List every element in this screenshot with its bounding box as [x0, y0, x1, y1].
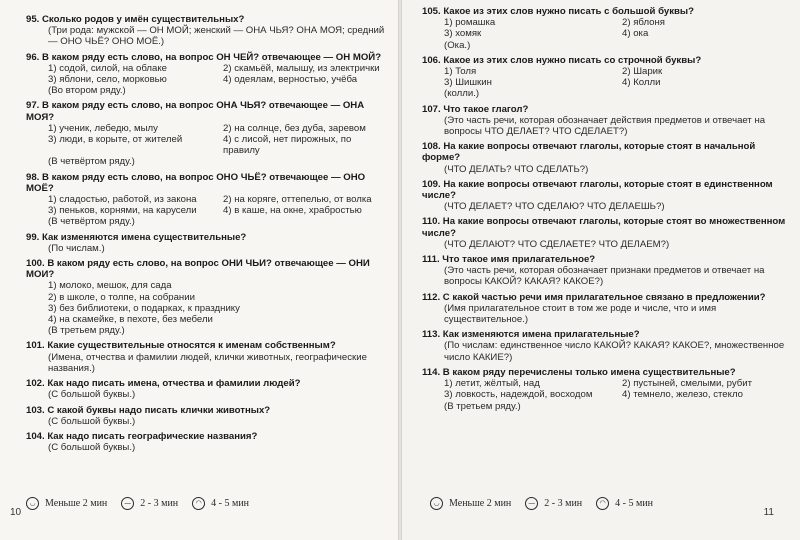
page-number-right: 11 [763, 507, 774, 518]
question-text: 112. С какой частью речи имя прилагательное связано в предложении? [422, 291, 766, 303]
answer-option: 2) на коряге, оттепелью, от волка [223, 194, 372, 206]
question-item [26, 232, 390, 254]
answer-options [26, 123, 390, 157]
answer-line: (ЧТО ДЕЛАТЬ? ЧТО СДЕЛАТЬ?) [444, 163, 589, 175]
answer-option: 3) ловкость, надеждой, восходом [444, 389, 593, 401]
answer-option: 2) пустыней, смелыми, рубит [622, 378, 753, 390]
question-item [422, 216, 792, 250]
question-text: 107. Что такое глагол? [422, 103, 529, 115]
answer-options [26, 194, 390, 216]
question-item [26, 14, 390, 48]
question-item [26, 172, 390, 228]
question-text: 105. Какое из этих слов нужно писать с большой буквы? [422, 6, 694, 17]
question-text: 102. Как надо писать имена, отчества и фамилии людей? [26, 378, 301, 390]
question-text: 98. В каком ряду есть слово, на вопрос ОНО ЧЬЁ? отвечающее — ОНО МОЁ? [26, 171, 366, 194]
question-item [422, 329, 792, 363]
question-item [422, 141, 792, 175]
answer-option: 4) Колли [622, 77, 661, 89]
question-item [422, 254, 792, 288]
question-item [26, 258, 390, 336]
question-item [26, 100, 390, 167]
sad-face-icon: ◠ [192, 497, 205, 510]
question-text: 110. На какие вопросы отвечают глаголы, которые стоят во множественном числе? [422, 216, 786, 239]
answer-line: 1) молоко, мешок, для сада [48, 280, 172, 292]
correct-answer: (В четвёртом ряду.) [48, 216, 135, 228]
correct-answer: (В четвёртом ряду.) [48, 156, 135, 168]
question-text: 114. В каком ряду перечислены только имена существительные? [422, 366, 736, 378]
question-text: 100. В каком ряду есть слово, на вопрос ОНИ ЧЬИ? отвечающее — ОНИ МОИ? [26, 258, 370, 281]
question-text: 101. Какие существительные относятся к именам собственным? [26, 340, 336, 352]
answer-option: 1) ученик, лебедю, мылу [48, 122, 158, 134]
legend-label-medium: 2 - 3 мин [140, 498, 179, 509]
answer-line: (С большой буквы.) [48, 442, 136, 454]
answer-line: (Имена, отчества и фамилии людей, клички животных, географические названия.) [48, 351, 367, 374]
neutral-face-icon: — [121, 497, 134, 510]
question-item [422, 367, 792, 412]
answer-line: (Три рода: мужской — ОН МОЙ; женский — ОНА ЧЬЯ? ОНА МОЯ; средний — ОНО ЧЬЁ? ОНО МОЁ.) [48, 25, 385, 48]
question-text: 103. С какой буквы надо писать клички животных? [26, 404, 271, 416]
answer-option: 4) в каше, на окне, храбростью [223, 205, 362, 217]
answer-option: 1) ромашка [444, 17, 496, 29]
question-text: 109. На какие вопросы отвечают глаголы, которые стоят в единственном числе? [422, 178, 773, 202]
answer-option: 3) пеньков, корнями, на карусели [48, 205, 197, 217]
smile-face-icon: ◡ [26, 497, 39, 510]
answer-line: (ЧТО ДЕЛАЕТ? ЧТО СДЕЛАЮ? ЧТО ДЕЛАЕШЬ?) [444, 201, 665, 213]
question-list-left [26, 14, 390, 453]
answer-option: 1) содой, силой, на облаке [48, 62, 168, 74]
question-item [26, 378, 390, 400]
answer-option: 4) одеялам, верностью, учёба [223, 74, 358, 86]
answer-options [26, 63, 390, 85]
legend-label-slow: 4 - 5 мин [211, 498, 250, 509]
answer-option: 2) Шарик [622, 66, 663, 78]
question-text: 104. Как надо писать географические названия? [26, 430, 258, 442]
timing-legend-left [26, 497, 259, 510]
answer-line: (По числам: единственное число КАКОЙ? КАКАЯ? КАКОЕ?, множественное число КАКИЕ?) [444, 340, 785, 363]
answer-line: (Это часть речи, которая обозначает признаки предметов и отвечает на вопросы КАКОЙ? КАКАЯ? КАКОЕ?) [444, 265, 765, 288]
legend-label-slow: 4 - 5 мин [615, 498, 654, 509]
question-item [422, 292, 792, 326]
question-item [26, 340, 390, 374]
sad-face-icon: ◠ [596, 497, 609, 510]
answer-line: (С большой буквы.) [48, 415, 136, 427]
correct-answer: (Во втором ряду.) [48, 85, 126, 97]
answer-option: 4) с лисой, нет пирожных, по правилу [223, 134, 352, 157]
answer-line: (Имя прилагательное стоит в том же роде и числе, что и имя существительное.) [444, 302, 717, 326]
answer-option: 2) скамьёй, малышу, из электрички [223, 62, 380, 74]
answer-option: 1) летит, жёлтый, над [444, 378, 540, 390]
question-item [422, 104, 792, 138]
answer-option: 3) Шишкин [444, 77, 492, 89]
question-text: 111. Что такое имя прилагательное? [422, 254, 596, 266]
answer-option: 4) ока [622, 28, 649, 40]
question-item [422, 6, 792, 51]
neutral-face-icon: — [525, 497, 538, 510]
legend-label-medium: 2 - 3 мин [544, 498, 583, 509]
answer-option: 3) хомяк [444, 28, 482, 40]
correct-answer: (В третьем ряду.) [48, 325, 125, 337]
answer-option: 4) темнело, железо, стекло [622, 389, 743, 401]
book-gutter [398, 0, 402, 540]
question-item [26, 431, 390, 453]
answer-option: 2) на солнце, без дуба, заревом [223, 122, 366, 134]
answer-line: (С большой буквы.) [48, 389, 136, 401]
question-text: 96. В каком ряду есть слово, на вопрос ОН ЧЕЙ? отвечающее — ОН МОЙ? [26, 51, 382, 63]
legend-label-fast: Меньше 2 мин [45, 498, 108, 509]
question-text: 108. На какие вопросы отвечают глаголы, которые стоят в начальной форме? [422, 141, 756, 164]
question-item [422, 55, 792, 100]
question-item [26, 405, 390, 427]
answer-line: (ЧТО ДЕЛАЮТ? ЧТО СДЕЛАЕТЕ? ЧТО ДЕЛАЕМ?) [444, 238, 670, 250]
answer-line: (По числам.) [48, 242, 105, 254]
answer-options [422, 378, 792, 400]
correct-answer: (В третьем ряду.) [444, 400, 521, 412]
question-item [26, 52, 390, 97]
answer-option: 1) Толя [444, 66, 477, 78]
question-text: 95. Сколько родов у имён существительных? [26, 14, 245, 25]
answer-option: 3) яблони, село, морковью [48, 74, 167, 86]
page-number-left: 10 [10, 507, 22, 518]
answer-line: (Это часть речи, которая обозначает действия предметов и отвечает на вопросы ЧТО ДЕЛАЕТ? ЧТО СДЕЛАЕТ?) [444, 114, 766, 138]
correct-answer: (колли.) [444, 88, 480, 100]
answer-options [422, 66, 792, 88]
answer-options [422, 17, 792, 39]
legend-label-fast: Меньше 2 мин [449, 498, 512, 509]
question-text: 99. Как изменяются имена существительные? [26, 231, 247, 243]
question-item [422, 179, 792, 213]
answer-line: 3) без библиотеки, о подарках, к празднику [48, 302, 240, 314]
timing-legend-right [430, 497, 663, 510]
answer-option: 3) люди, в корыте, от жителей [48, 134, 183, 146]
question-text: 97. В каком ряду есть слово, на вопрос ОНА ЧЬЯ? отвечающее — ОНА МОЯ? [26, 100, 365, 123]
smile-face-icon: ◡ [430, 497, 443, 510]
answer-line: 4) на скамейке, в пехоте, без мебели [48, 314, 213, 326]
question-text: 113. Как изменяются имена прилагательные? [422, 329, 640, 341]
answer-option: 2) яблоня [622, 17, 665, 29]
answer-option: 1) сладостью, работой, из закона [48, 194, 197, 206]
right-page [400, 0, 800, 540]
answer-line: 2) в школе, о толпе, на собрании [48, 291, 195, 303]
question-text: 106. Какое из этих слов нужно писать со строчной буквы? [422, 54, 702, 66]
question-list-right [422, 6, 792, 412]
correct-answer: (Ока.) [444, 39, 471, 51]
